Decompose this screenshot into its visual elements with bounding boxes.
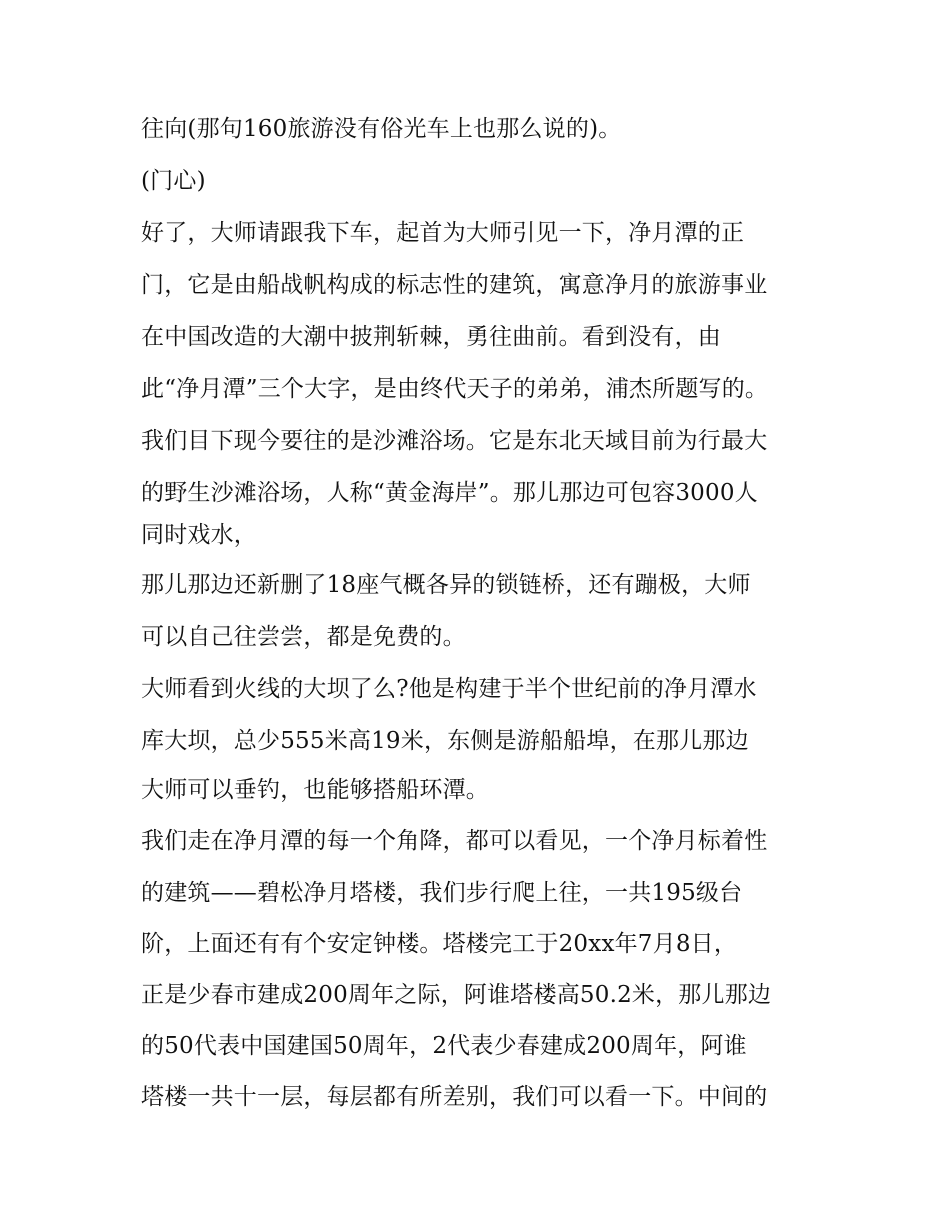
text-line: 同时戏水， bbox=[141, 522, 257, 548]
text-line: (门心) bbox=[141, 168, 206, 194]
text-line: 的野生沙滩浴场，人称“黄金海岸”。那儿那边可包容3000人 bbox=[141, 480, 758, 506]
text-line: 的50代表中国建国50周年，2代表少春建成200周年，阿谁 bbox=[141, 1033, 747, 1059]
text-line: 往向(那句160旅游没有俗光车上也那么说的)。 bbox=[141, 116, 622, 142]
text-line: 此“净月潭”三个大字，是由终代天子的弟弟，浦杰所题写的。 bbox=[141, 376, 769, 402]
text-line: 库大坝，总少555米高19米，东侧是游船船埠，在那儿那边 bbox=[141, 728, 749, 754]
text-line: 好了，大师请跟我下车，起首为大师引见一下，净月潭的正 bbox=[141, 220, 745, 246]
text-line: 阶，上面还有有个安定钟楼。塔楼完工于20xx年7月8日， bbox=[141, 931, 738, 957]
text-line: 的建筑——碧松净月塔楼，我们步行爬上往，一共195级台 bbox=[141, 880, 743, 906]
text-line: 在中国改造的大潮中披荆斩棘，勇往曲前。看到没有，由 bbox=[141, 324, 721, 350]
text-line: 我们目下现今要往的是沙滩浴场。它是东北天域目前为行最大 bbox=[141, 428, 768, 454]
text-line: 塔楼一共十一层，每层都有所差别，我们可以看一下。中间的 bbox=[141, 1084, 768, 1110]
text-line: 门，它是由船战帆构成的标志性的建筑，寓意净月的旅游事业 bbox=[141, 272, 768, 298]
text-line: 大师看到火线的大坝了么?他是构建于半个世纪前的净月潭水 bbox=[141, 676, 757, 702]
text-line: 正是少春市建成200周年之际，阿谁塔楼高50.2米，那儿那边 bbox=[141, 982, 772, 1008]
text-line: 我们走在净月潭的每一个角降，都可以看见，一个净月标着性 bbox=[141, 828, 768, 854]
text-line: 大师可以垂钓，也能够搭船环潭。 bbox=[141, 777, 489, 803]
text-line: 可以自己往尝尝，都是免费的。 bbox=[141, 624, 466, 650]
text-line: 那儿那边还新删了18座气概各异的锁链桥，还有蹦极，大师 bbox=[141, 572, 751, 598]
